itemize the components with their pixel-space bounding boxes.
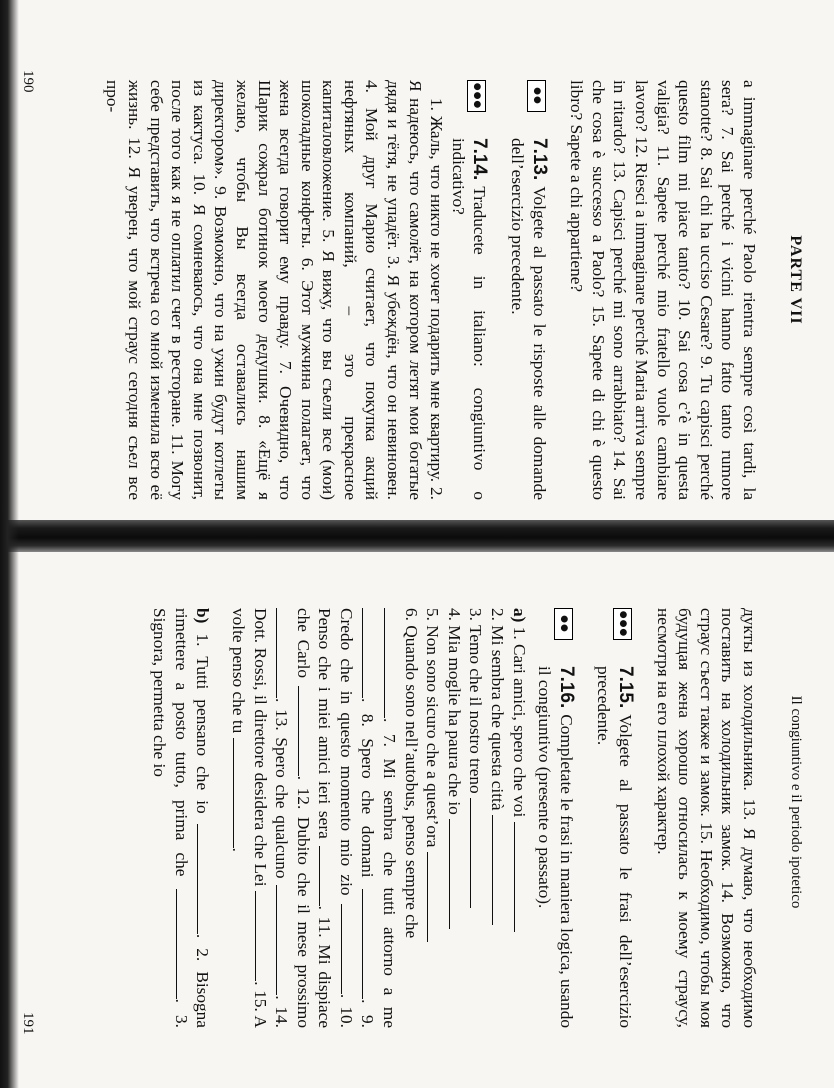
answer-blank [384, 608, 400, 718]
exercise-7-14 [447, 80, 490, 500]
right-page [0, 552, 834, 1088]
answer-blank [363, 889, 379, 999]
answer-blank [449, 819, 465, 929]
difficulty-icon: ●●● [613, 608, 632, 640]
exercise-number: 7.14. [469, 138, 491, 181]
exercise-instruction: Volgete al passato le risposte alle domande dell’esercizio precedente. [508, 138, 549, 500]
exercise-number: 7.16. [555, 666, 577, 709]
part-a [227, 608, 529, 1028]
exercise-instruction: Completate le frasi in maniera logica, usando il congiuntivo (presente o passato). [535, 666, 576, 1028]
exercise-7-16 [534, 608, 577, 1028]
page-header: PARTE VII [787, 235, 804, 325]
exercise-number: 7.15. [615, 666, 637, 709]
page-content [102, 80, 760, 500]
difficulty-icon: ●●● [467, 80, 486, 112]
answer-blank [197, 824, 213, 934]
list-item: 3. Temo che il nostro treno [465, 608, 487, 1028]
exercise-number: 7.13. [528, 138, 550, 181]
answer-blank [319, 846, 335, 906]
answer-blank [276, 885, 292, 995]
answer-blank [470, 798, 486, 908]
part-label: b) [193, 608, 213, 624]
list-item: 5. Non sono sicuro che a quest’ora [422, 608, 444, 1028]
exercise-instruction: Volgete al passato le frasi dell’esercizio precedente. [594, 666, 636, 1028]
difficulty-icon: ●● [554, 608, 573, 640]
part-label: a) [509, 608, 529, 623]
exercise-7-15 [593, 608, 636, 1028]
answer-blank [298, 686, 314, 776]
answer-blank [427, 852, 443, 942]
page-number: 190 [20, 70, 36, 93]
part-b-text: b) 1. Tutti pensano che io . 2. Bisogna rimettere a posto tutto, prima che . 3. Signora, permetta che io [150, 608, 213, 1028]
part-b [149, 608, 214, 1028]
page-number: 191 [20, 1012, 36, 1035]
list-item: 2. Mi sembra che questa città [486, 608, 508, 1028]
exercise-text: 1. Жаль, что никто не хочет подарить мне квартиру. 2. Я надеюсь, что самолёт, на котором летят мои богатые дядя и тётя, не упадёт. 3. Я убеждён, что он невиновен. 4. Мой друг Марио считает, что покупка акций нефтяных компаний, – это прекрасное капиталовложение. 5. Я вижу, что вы съели все (мои) шоколадные конфеты. 6. Этот мужчина полагает, что жена всегда говорит ему правду. 7. Очевидно, что Шарик сожрал ботинок моего дедушки. 8. «Ещё я желаю, чтобы Вы всегда оставались нашим директором». 9. Возможно, что на ужин будут котлеты из кактуса. 10. Я сомневаюсь, что она мне позвонит, после того как я не оплатил счет в ресторане. 11. Могу себе представить, что встреча со мной изменила всю её жизнь. 12. Я уверен, что мой страус сегодня съел все про- [103, 80, 447, 500]
book-gutter [0, 520, 834, 552]
answer-blank [341, 904, 357, 994]
exercise-7-13 [506, 80, 549, 500]
answer-blank [276, 608, 292, 698]
page-header: Il congiuntivo e il periodo ipotetico [788, 695, 804, 909]
answer-blank [514, 822, 530, 932]
scan-shadow [0, 0, 19, 1088]
answer-blank [492, 815, 508, 925]
difficulty-icon: ●● [527, 80, 546, 112]
list-item: a) 1. Cari amici, spero che voi [508, 608, 530, 1028]
answer-blank [176, 889, 192, 999]
continued-paragraph: дукты из холодильника. 13. Я думаю, что необходимо поставить на холодильник замок. 14. Возможно, что страус съест также и замок. 15. Необходимо, чтобы моя будущая жена хорошо относилась к моему страусу, несмотря на его плохой характер. [653, 608, 759, 1028]
list-item: 6. Quando sono nell’autobus, penso sempre che [401, 608, 421, 939]
answer-blank [233, 738, 249, 848]
page-content [149, 608, 760, 1028]
part-a-continued: . 7. Mi sembra che tutti attorno a me . 8. Spero che domani . 9. Credo che in questo momento mio zio . 10. Penso che i miei amici ieri sera . 11. Mi dispiace che Carlo . 12. Dubito che il mese prossimo . 13. Spero che qualcuno . 14. Dott. Rossi, il direttore desidera che Lei . 15. A volte penso che tu . [228, 608, 400, 1028]
exercise-instruction: Traducete in italiano: congiuntivo o indicativo? [448, 138, 490, 500]
continued-paragraph: a immaginare perché Paolo rientra sempre così tardi, la sera? 7. Sai perché i vicini hanno fatto tanto rumore stanotte? 8. Sai chi ha ucciso Cesare? 9. Tu capisci perché questo film mi piace tanto? 10. Sai cosa c’è in questa valigia? 11. Sapete perché mio fratello vuole cambiare lavoro? 12. Riesci a immaginare perché Maria arriva sempre in ritardo? 13. Capisci perché mi sono arrabbiato? 14. Sai che cosa è successo a Paolo? 15. Sapete di chi è questo libro? Sapete a chi appartiene? [567, 80, 759, 500]
left-page [0, 0, 834, 520]
answer-blank [363, 608, 379, 698]
list-item: 4. Mia moglie ha paura che io [443, 608, 465, 1028]
answer-blank [255, 891, 271, 981]
